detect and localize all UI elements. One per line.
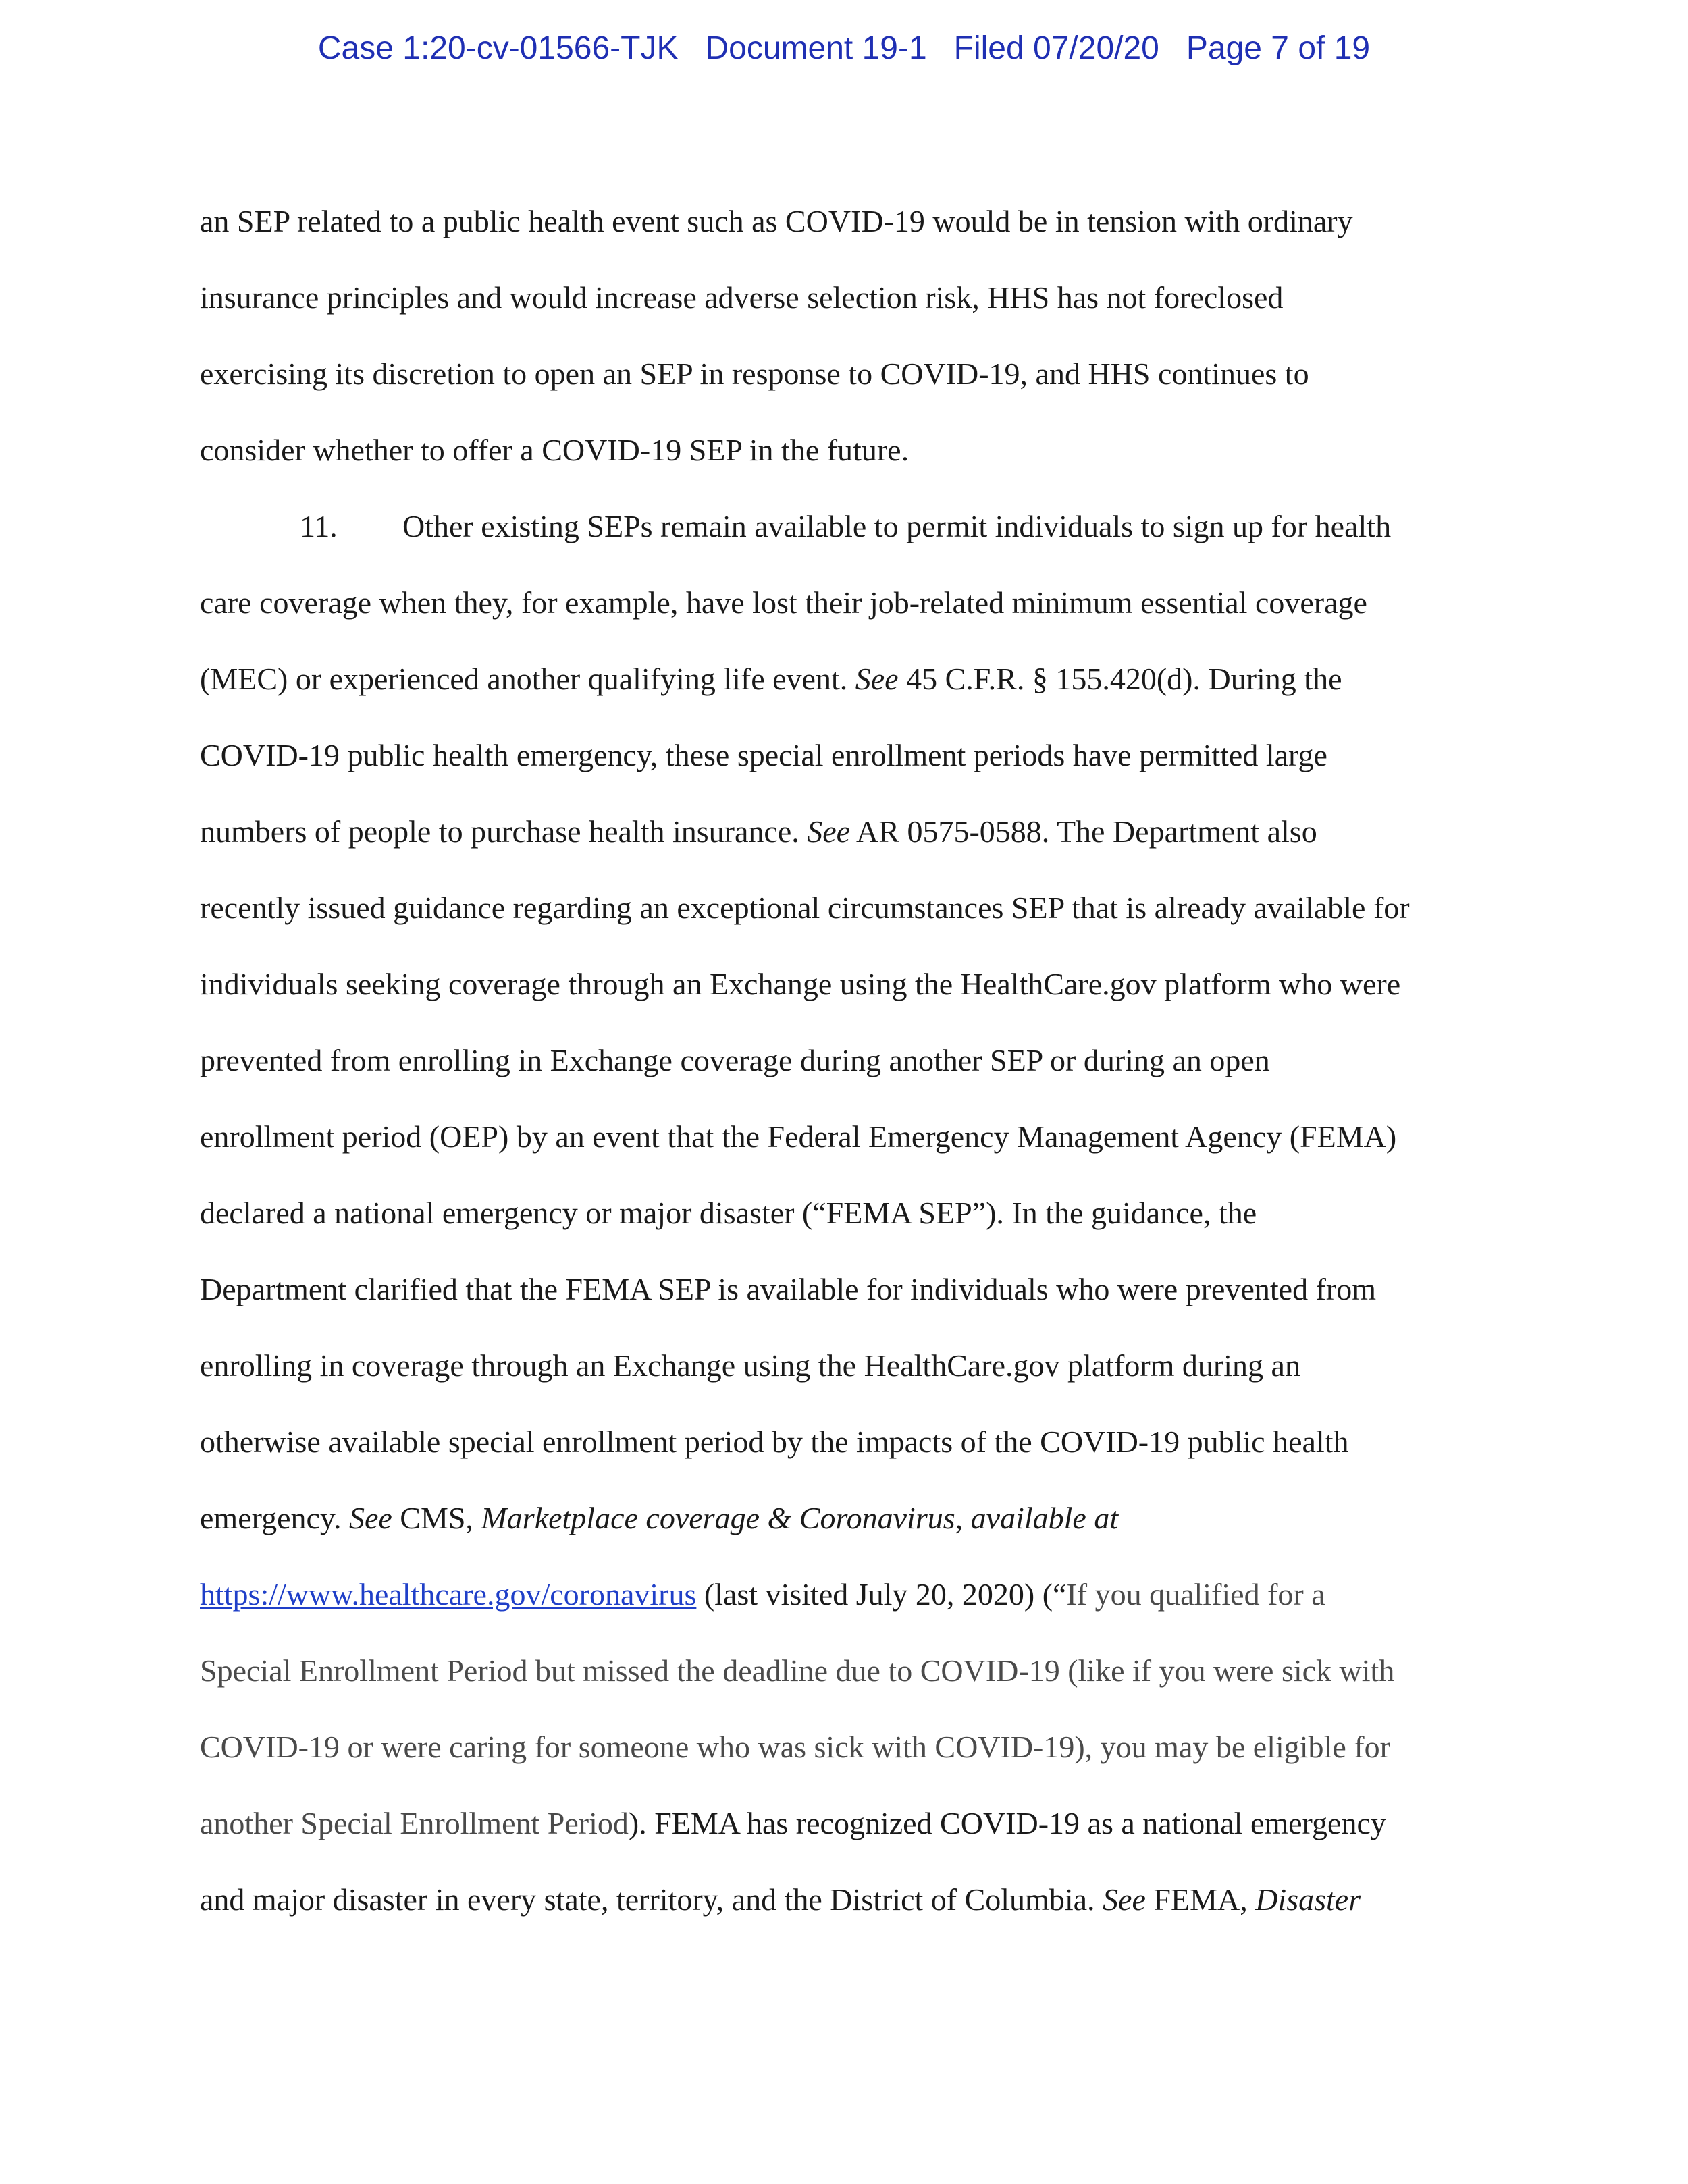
healthcare-gov-link[interactable]: https://www.healthcare.gov/coronavirus xyxy=(200,1577,697,1612)
text-line xyxy=(200,1569,1503,1645)
text-line: COVID-19 public health emergency, these special enrollment periods have permitted large xyxy=(200,738,1327,772)
document-body xyxy=(200,196,1503,1950)
filed-date: Filed 07/20/20 xyxy=(953,30,1159,66)
text-span: , xyxy=(955,1501,971,1535)
text-line: enrollment period (OEP) by an event that the Federal Emergency Management Agency (FEMA) xyxy=(200,1119,1397,1154)
text-line: consider whether to offer a COVID-19 SEP in the future. xyxy=(200,433,909,467)
quoted-text-line: Special Enrollment Period but missed the deadline due to COVID-19 (like if you were sick with xyxy=(200,1653,1395,1688)
court-filing-header xyxy=(0,30,1688,67)
citation-signal: See xyxy=(807,814,851,849)
text-line xyxy=(200,806,1503,882)
paragraph-11-start xyxy=(200,501,1503,577)
text-span: (MEC) or experienced another qualifying life event. xyxy=(200,662,855,696)
text-span: emergency. xyxy=(200,1501,349,1535)
text-span: CMS, xyxy=(392,1501,481,1535)
text-span: and major disaster in every state, territory, and the District of Columbia. xyxy=(200,1882,1103,1917)
text-line: care coverage when they, for example, have lost their job-related minimum essential coverage xyxy=(200,585,1367,620)
page-number: Page 7 of 19 xyxy=(1186,30,1371,66)
text-line: an SEP related to a public health event such as COVID-19 would be in tension with ordinary xyxy=(200,204,1353,238)
source-title: Marketplace coverage & Coronavirus xyxy=(481,1501,955,1535)
text-line: declared a national emergency or major disaster (“FEMA SEP”). In the guidance, the xyxy=(200,1196,1257,1230)
citation-signal: See xyxy=(1103,1882,1146,1917)
text-span: Other existing SEPs remain available to permit individuals to sign up for health xyxy=(402,509,1392,543)
citation-phrase: available at xyxy=(970,1501,1119,1535)
text-span: (last visited July 20, 2020) (“ xyxy=(696,1577,1067,1612)
text-span: AR 0575-0588. The Department also xyxy=(850,814,1317,849)
text-line: Department clarified that the FEMA SEP is available for individuals who were prevented from xyxy=(200,1272,1376,1306)
quoted-text: another Special Enrollment Period xyxy=(200,1806,629,1840)
source-title: Disaster xyxy=(1255,1882,1361,1917)
quoted-text: If you qualified for a xyxy=(1066,1577,1325,1612)
text-span: ). FEMA has recognized COVID-19 as a national emergency xyxy=(628,1806,1386,1840)
text-span: FEMA, xyxy=(1145,1882,1256,1917)
text-line xyxy=(200,1798,1503,1874)
text-line: enrolling in coverage through an Exchange using the HealthCare.gov platform during an xyxy=(200,1348,1300,1383)
text-line xyxy=(200,1493,1503,1569)
citation-signal: See xyxy=(348,1501,392,1535)
text-line: insurance principles and would increase adverse selection risk, HHS has not foreclosed xyxy=(200,280,1284,315)
text-line: otherwise available special enrollment period by the impacts of the COVID-19 public health xyxy=(200,1424,1349,1459)
text-line xyxy=(200,1874,1503,1950)
quoted-text-line: COVID-19 or were caring for someone who was sick with COVID-19), you may be eligible for xyxy=(200,1730,1390,1764)
text-line: recently issued guidance regarding an exceptional circumstances SEP that is already available for xyxy=(200,890,1410,925)
text-span: numbers of people to purchase health insurance. xyxy=(200,814,808,849)
case-number: Case 1:20-cv-01566-TJK xyxy=(317,30,679,66)
paragraph-number: 11. xyxy=(300,509,338,543)
citation-signal: See xyxy=(855,662,899,696)
text-line: exercising its discretion to open an SEP in response to COVID-19, and HHS continues to xyxy=(200,356,1309,391)
document-number: Document 19-1 xyxy=(705,30,927,66)
text-line: prevented from enrolling in Exchange coverage during another SEP or during an open xyxy=(200,1043,1270,1077)
text-line: individuals seeking coverage through an Exchange using the HealthCare.gov platform who were xyxy=(200,967,1401,1001)
text-span: 45 C.F.R. § 155.420(d). During the xyxy=(898,662,1342,696)
text-line xyxy=(200,654,1503,730)
